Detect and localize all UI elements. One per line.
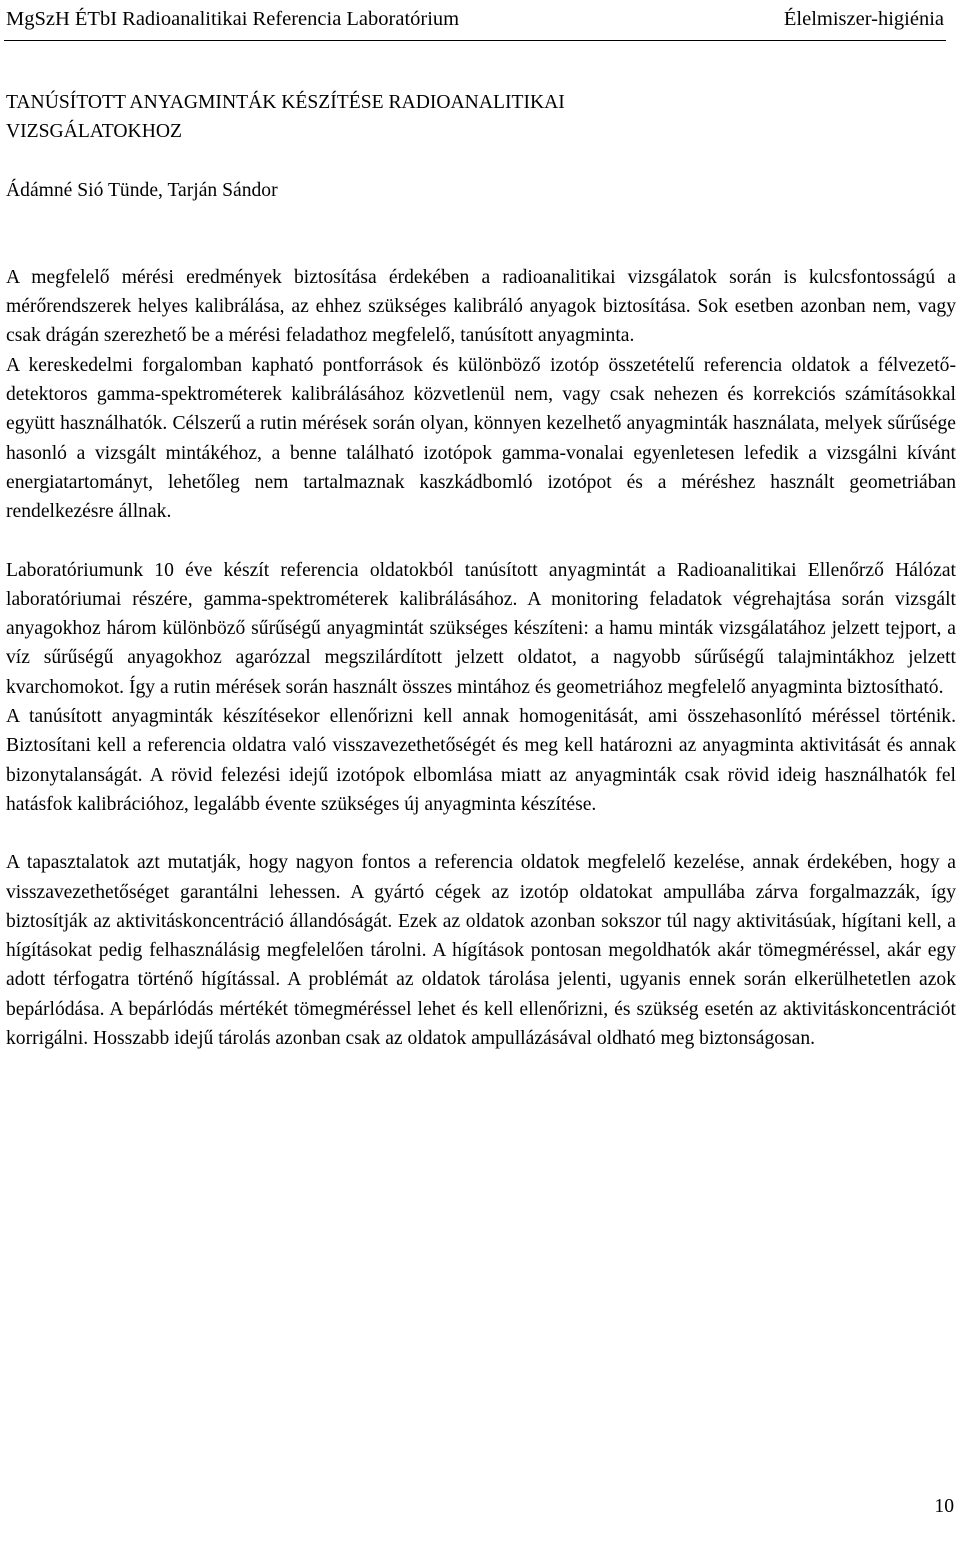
page-number: 10 [934,1496,954,1517]
paragraph-2: A kereskedelmi forgalomban kapható pontforrások és különböző izotóp összetételű referencia oldatok a félvezető-detektoros gamma-spektrométerek kalibrálásához közvetlenül nem, vagy csak nehezen és korrekciós számításokkal együtt használhatók. Célszerű a rutin mérések során olyan, könnyen kezelhető anyagminták használata, melyek sűrűsége hasonló a vizsgált mintákéhoz, a benne található izotópok gamma-vonalai egyenletesen lefedik a vizsgálni kívánt energiatartományt, lehetőleg nem tartalmaznak kaszkádbomló izotópot és a méréshez használt geometriában rendelkezésre állnak. [6,354,956,523]
paragraph-3: Laboratóriumunk 10 éve készít referencia oldatokból tanúsított anyagmintát a Radioanalitikai Ellenőrző Hálózat laboratóriumai részére, gamma-spektrométerek kalibrálásához. A monitoring feladatok végrehajtása során vizsgált anyagokhoz három különböző sűrűségű anyagmintát szükséges készíteni: a hamu minták vizsgálatához jelzett tejport, a víz sűrűségű anyagokhoz agarózzal megszilárdított jelzett oldatot, a nagyobb sűrűségű talajmintákhoz jelzett kvarchomokot. Így a rutin mérések során használt összes mintához és geometriához megfelelő anyagminta biztosítható. [6,559,956,698]
document-title-line-2: VIZSGÁLATOKHOZ [6,121,182,143]
header-divider [4,40,946,41]
paragraph-4: A tanúsított anyagminták készítésekor ellenőrizni kell annak homogenitását, ami összehasonlító méréssel történik. Biztosítani kell a referencia oldatra való visszavezethetőségét és meg kell határozni az anyagminta aktivitását és annak bizonytalanságát. A rövid felezési idejű izotópok elbomlása miatt az anyagminták csak rövid ideig használhatók fel hatásfok kalibrációhoz, legalább évente szükséges új anyagminta készítése. [6,706,956,815]
paragraph-5: A tapasztalatok azt mutatják, hogy nagyon fontos a referencia oldatok megfelelő kezelése, annak érdekében, hogy a visszavezethetőséget garantálni lehessen. A gyártó cégek az izotóp oldatokat ampullába zárva forgalmazzák, így biztosítják az aktivitáskoncentráció állandóságát. Ezek az oldatok azonban sokszor túl nagy aktivitásúak, hígítani kell, a hígításokat pedig felhasználásig megfelelően tárolni. A hígítások pontosan megoldhatók akár tömegméréssel, akár egy adott térfogatra történő hígítással. A problémát az oldatok tárolása jelenti, ugyanis ennek során elkerülhetetlen azok bepárlódása. A bepárlódás mértékét tömegméréssel lehet és kell ellenőrizni, és szükség esetén az aktivitáskoncentrációt korrigálni. Hosszabb idejű tárolás azonban csak az oldatok ampullázásával oldható meg biztonságosan. [6,852,956,1050]
paragraph-1: A megfelelő mérési eredmények biztosítása érdekében a radioanalitikai vizsgálatok során is kulcsfontosságú a mérőrendszerek helyes kalibrálása, az ehhez szükséges kalibráló anyagok biztosítása. Sok esetben azonban nem, vagy csak drágán szerezhető be a mérési feladathoz megfelelő, tanúsított anyagminta. [6,266,956,347]
document-title [6,88,956,147]
document-body [6,88,956,1053]
document-authors: Ádámné Sió Tünde, Tarján Sándor [6,179,278,201]
header-left-text: MgSzH ÉTbI Radioanalitikai Referencia Laboratórium [6,8,460,30]
document-title-line-1: TANÚSÍTOTT ANYAGMINTÁK KÉSZÍTÉSE RADIOANALITIKAI [6,92,565,113]
page-header [6,6,944,34]
header-right-text: Élelmiszer-higiénia [783,8,944,30]
